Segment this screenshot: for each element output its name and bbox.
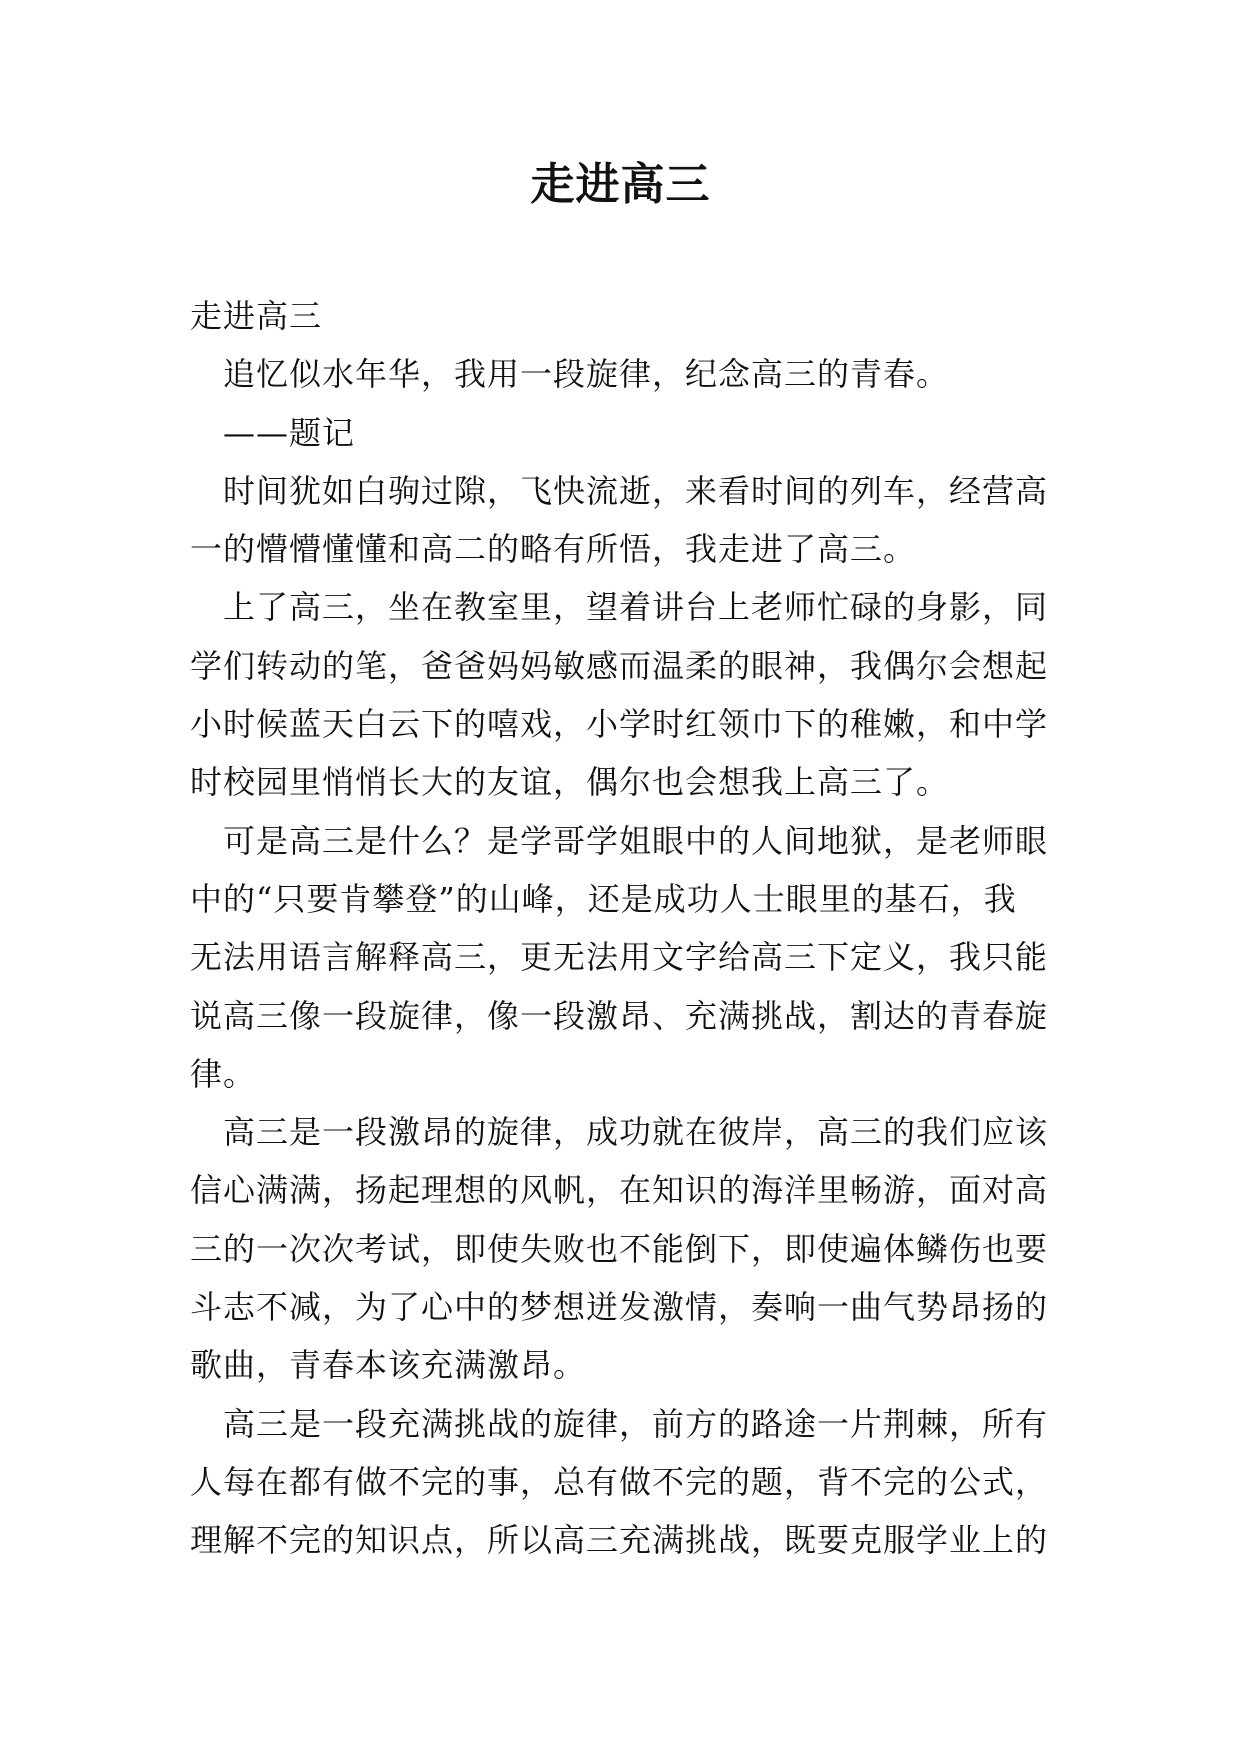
- paragraph-line: 信心满满，扬起理想的风帆，在知识的海洋里畅游，面对高: [190, 1171, 1049, 1210]
- paragraph-line: 时校园里悄悄长大的友谊，偶尔也会想我上高三了。: [190, 763, 950, 802]
- paragraph-epigraph-attribution: [190, 404, 1070, 462]
- paragraph-line: 无法用语言解释高三，更无法用文字给高三下定义，我只能: [190, 938, 1049, 977]
- paragraph-line: 中的“只要肯攀登”的山峰，还是成功人士眼里的基石，我: [190, 879, 1017, 918]
- paragraph-line: 三的一次次考试，即使失败也不能倒下，即使遍体鳞伤也要: [190, 1229, 1049, 1268]
- document-title: 走进高三: [530, 159, 711, 210]
- paragraph-line: 高三是一段充满挑战的旋律，前方的路途一片荆棘，所有: [223, 1404, 1049, 1443]
- paragraph-line: 时间犹如白驹过隙，飞快流逝，来看时间的列车，经营高: [223, 471, 1049, 510]
- paragraph-line: 一的懵懵懂懂和高二的略有所悟，我走进了高三。: [190, 530, 917, 569]
- paragraph-epigraph: [190, 345, 1070, 403]
- paragraph-line: 上了高三，坐在教室里，望着讲台上老师忙碌的身影，同: [223, 588, 1049, 627]
- paragraph-line: 理解不完的知识点，所以高三充满挑战，既要克服学业上的: [190, 1521, 1049, 1560]
- paragraph-line: 人每在都有做不完的事，总有做不完的题，背不完的公式，: [190, 1462, 1049, 1501]
- paragraph-line: 律。: [190, 1054, 257, 1093]
- paragraph-line: 说高三像一段旋律，像一段激昂、充满挑战，割达的青春旋: [190, 996, 1049, 1035]
- paragraph-heading: [190, 287, 1070, 345]
- paragraph: [190, 462, 1070, 579]
- paragraph-line: 小时候蓝天白云下的嘻戏，小学时红领巾下的稚嫩，和中学: [190, 705, 1049, 744]
- paragraph-line: 高三是一段激昂的旋律，成功就在彼岸，高三的我们应该: [223, 1113, 1049, 1152]
- paragraph-line: 学们转动的笔，爸爸妈妈敏感而温柔的眼神，我偶尔会想起: [190, 646, 1049, 685]
- paragraph-line: ——题记: [223, 413, 356, 452]
- paragraph: [190, 578, 1070, 811]
- paragraph: [190, 1103, 1070, 1394]
- paragraph-line: 可是高三是什么？是学哥学姐眼中的人间地狱，是老师眼: [223, 821, 1049, 860]
- paragraph-line: 追忆似水年华，我用一段旋律，纪念高三的青春。: [223, 355, 950, 394]
- paragraph: [190, 812, 1070, 1103]
- paragraph-line: 歌曲，青春本该充满激昂。: [190, 1346, 587, 1385]
- paragraph-line: 斗志不减，为了心中的梦想迸发激情，奏响一曲气势昂扬的: [190, 1288, 1049, 1327]
- document-body: [190, 287, 1070, 1570]
- paragraph-line: 走进高三: [190, 297, 323, 335]
- paragraph: [190, 1395, 1070, 1570]
